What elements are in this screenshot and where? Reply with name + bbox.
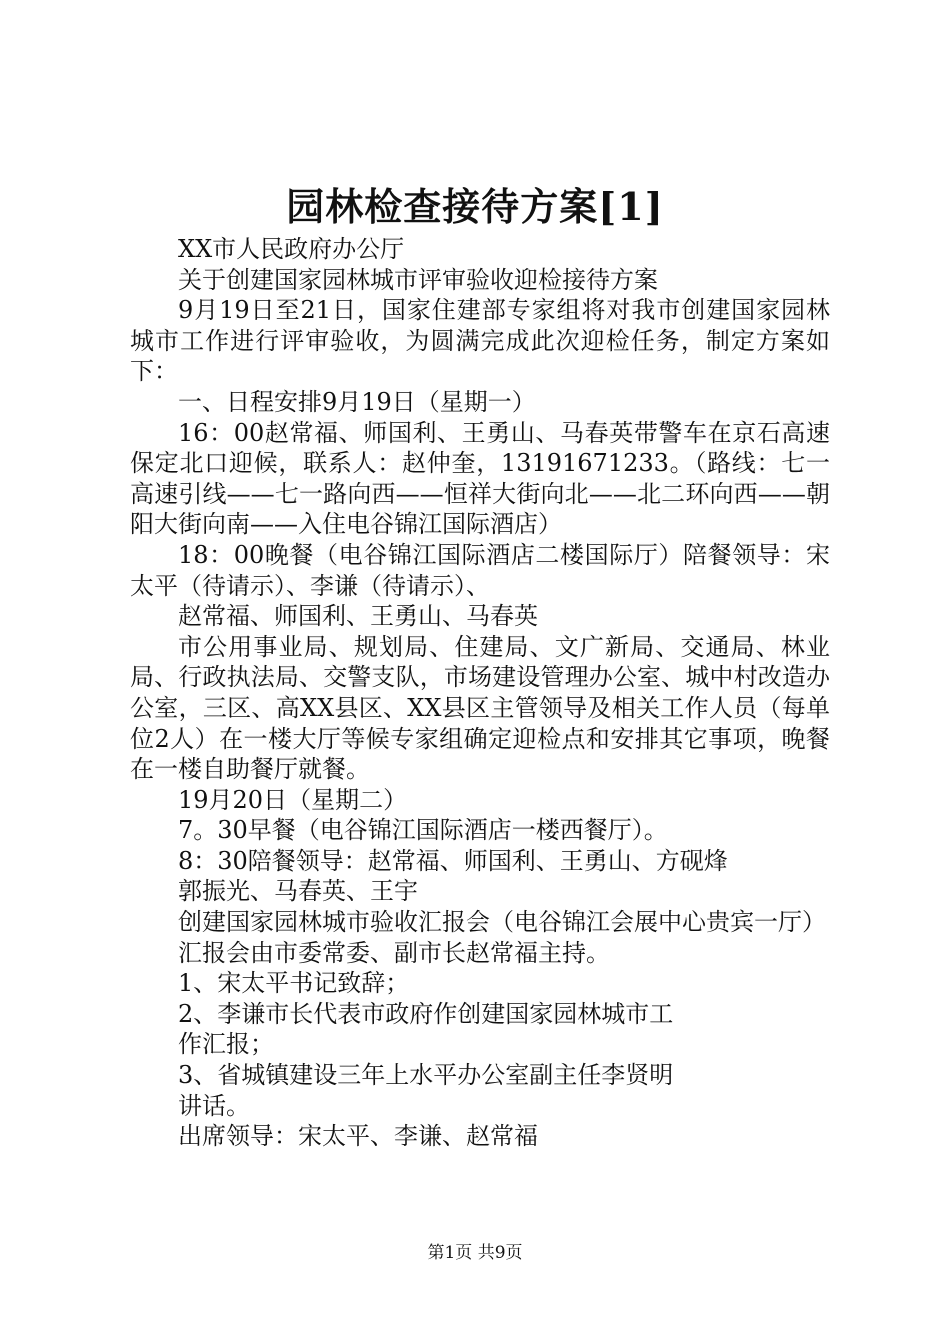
paragraph-day2-heading: 19月20日（星期二） [178,785,408,814]
paragraph-dinner: 18：00晚餐（电谷锦江国际酒店二楼国际厅）陪餐领导：宋太平（待请示）、李谦（待请示）、 [130,540,830,600]
paragraph-breakfast: 7。30早餐（电谷锦江国际酒店一楼西餐厅）。 [178,816,668,845]
paragraph-item-2: 2、李谦市长代表市政府作创建国家园林城市工 [178,999,674,1028]
paragraph-schedule-heading: 一、日程安排9月19日（星期一） [178,387,536,416]
paragraph-attending-leaders: 出席领导：宋太平、李谦、赵常福 [178,1122,538,1151]
paragraph-intro: 9月19日至21日，国家住建部专家组将对我市创建国家园林城市工作进行评审验收，为圆满完成此次迎检任务，制定方案如下： [130,296,830,386]
paragraph-subject: 关于创建国家园林城市评审验收迎检接待方案 [178,265,658,294]
document-title: 园林检查接待方案[1] [286,184,664,229]
paragraph-dinner-attendees: 赵常福、师国利、王勇山、马春英 [178,602,538,631]
paragraph-item-3-cont: 讲话。 [178,1091,250,1120]
paragraph-departments: 市公用事业局、规划局、住建局、文广新局、交通局、林业局、行政执法局、交警支队，市场建设管理办公室、城中村改造办公室，三区、高XX县区、XX县区主管领导及相关工作人员（每单位2人）在一楼大厅等候专家组确定迎检点和安排其它事项，晚餐在一楼自助餐厅就餐。 [130,632,830,784]
paragraph-item-1: 1、宋太平书记致辞； [178,969,410,998]
paragraph-report-meeting: 创建国家园林城市验收汇报会（电谷锦江会展中心贵宾一厅） [178,908,826,937]
paragraph-accompany: 8：30陪餐领导：赵常福、师国利、王勇山、方砚烽 [178,846,728,875]
document-body [130,234,830,1152]
paragraph-item-2-cont: 作汇报； [178,1030,274,1059]
paragraph-pickup: 16：00赵常福、师国利、王勇山、马春英带警车在京石高速保定北口迎候，联系人：赵仲奎，13191671233。（路线：七一高速引线——七一路向西——恒祥大街向北——北二环向西——朝阳大街向南——入住电谷锦江国际酒店） [130,418,830,539]
paragraph-accompany-cont: 郭振光、马春英、王宇 [178,877,418,906]
page-number-footer: 第1页 共9页 [427,1243,523,1263]
paragraph-issuer: XX市人民政府办公厅 [178,235,405,263]
paragraph-item-3: 3、省城镇建设三年上水平办公室副主任李贤明 [178,1061,674,1090]
paragraph-host: 汇报会由市委常委、副市长赵常福主持。 [178,938,610,967]
